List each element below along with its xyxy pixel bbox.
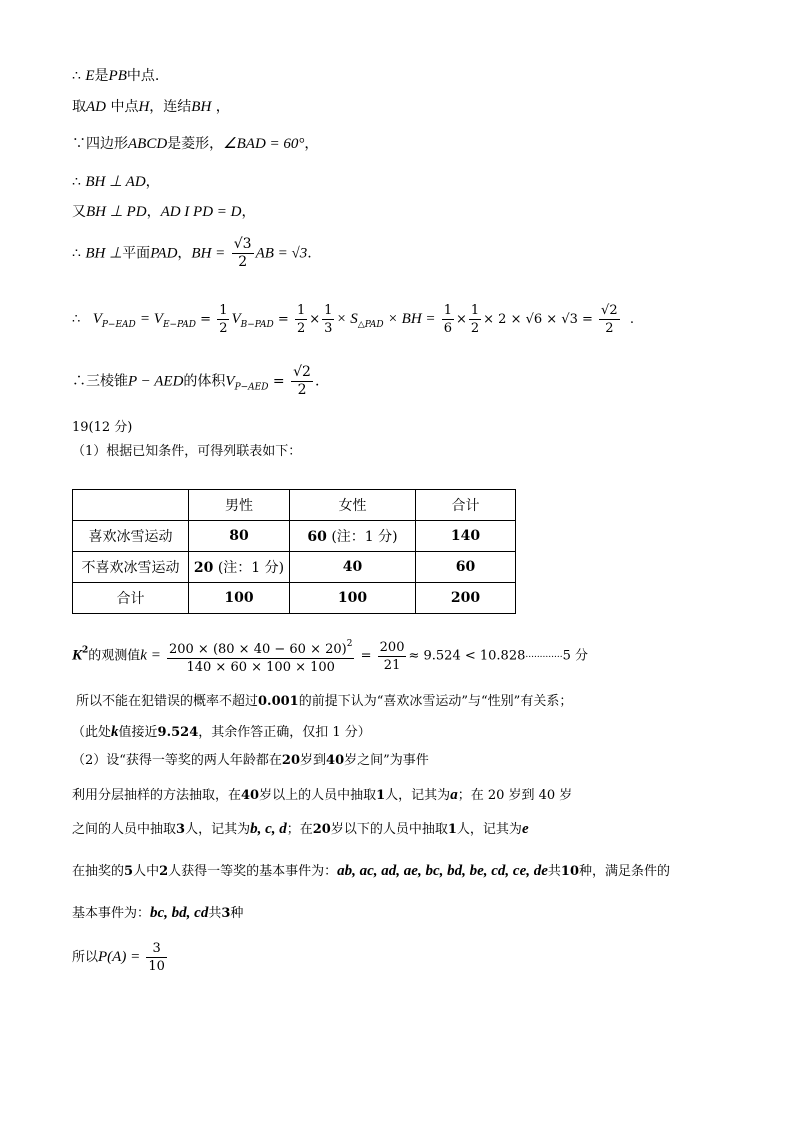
table-cell: 80 xyxy=(189,521,290,552)
table-header-row xyxy=(73,490,516,521)
table-cell: 100 xyxy=(189,583,290,614)
line-take-midpoint-h: 取AD 中点H，连结BH ， xyxy=(72,99,230,115)
segment-pb: PB xyxy=(108,68,127,84)
fraction-200-21: $\frac{200}{21}$ xyxy=(379,639,405,673)
fraction-volume: $\frac{√2}{2}$ xyxy=(293,364,311,398)
fraction-1-2-b: $\frac{1}{2}$ xyxy=(296,303,306,336)
row-label: 喜欢冰雪运动 xyxy=(73,521,189,552)
fraction-sqrt2-2: $\frac{√2}{2}$ xyxy=(601,303,618,336)
table-cell: 60 xyxy=(416,552,516,583)
sampling-line-1: 利用分层抽样的方法抽取，在40岁以上的人员中抽取1人，记其为a；在 20 岁到 40 岁 xyxy=(72,787,573,803)
favorable-events-line: 基本事件为：bc, bd, cd共3种 xyxy=(72,905,244,921)
row-label: 合计 xyxy=(73,583,189,614)
line-pyramid-volume: ∴三棱锥P − AED的体积$V_{P-AED}$ = $\frac{√2}{2}$ . xyxy=(72,364,320,398)
fraction-1-6: $\frac{1}{6}$ xyxy=(443,303,452,336)
sampling-line-2: 之间的人员中抽取3人，记其为b, c, d；在20岁以下的人员中抽取1人，记其为e xyxy=(72,821,529,837)
table-row xyxy=(73,552,516,583)
fraction-3-10: $\frac{3}{10}$ xyxy=(148,941,165,974)
conclusion-line: 所以不能在犯错误的概率不超过0.001的前提下认为“喜欢冰雪运动”与“性别”有关系； xyxy=(76,694,573,709)
k-squared-formula: $K^2$的观测值k = $\frac{200 \times (80 \times 40 - 60 \times 20)^2}{140 \times 60 \times 100 \times 100}$ = $\frac{200}{21}$ ≈ 9.524 < 10.828·············5 分 xyxy=(72,636,588,676)
line-rhombus: ∵四边形ABCD是菱形，∠BAD = 60°， xyxy=(72,136,319,152)
row-label: 不喜欢冰雪运动 xyxy=(73,552,189,583)
contingency-table xyxy=(72,489,516,614)
line-bh-perp-pd: 又BH ⊥ PD，AD I PD = D， xyxy=(72,204,256,220)
probability-result: 所以P(A) = $\frac{3}{10}$ xyxy=(72,941,165,974)
table-row xyxy=(73,521,516,552)
fraction-1-2: $\frac{1}{2}$ xyxy=(219,303,228,336)
table-cell: 140 xyxy=(416,521,516,552)
part-1-intro: （1）根据已知条件，可得列联表如下： xyxy=(72,444,302,459)
part-2-event: （2）设“获得一等奖的两人年龄都在20岁到40岁之间”为事件 xyxy=(72,753,429,768)
line-volume-chain: ∴ $V_{P-EAD} = V_{E-PAD}$ = $\frac{1}{2}$ $V_{B-PAD}$ = $\frac{1}{2}$ × $\frac{1}{3}$ × $S_{\triangle PAD}$ × BH = $\frac{1}{6}$ × $\frac{1}{2}$ × 2 × √6 × √3 = $\frac{√2}{2}$ . xyxy=(72,303,635,336)
table-cell: 100 xyxy=(290,583,416,614)
table-header-cell xyxy=(73,490,189,521)
basic-events-line: 在抽奖的5人中2人获得一等奖的基本事件为：ab, ac, ad, ae, bc, bd, be, cd, ce, de共10种，满足条件的 xyxy=(72,863,671,879)
table-cell: 40 xyxy=(290,552,416,583)
table-cell: 60 (注：1 分) xyxy=(290,521,416,552)
table-row xyxy=(73,583,516,614)
table-cell: 200 xyxy=(416,583,516,614)
point-e: E xyxy=(85,68,95,84)
table-header-cell: 男性 xyxy=(189,490,290,521)
fraction-1-2-c: $\frac{1}{2}$ xyxy=(470,303,480,336)
fraction-1-3: $\frac{1}{3}$ xyxy=(324,303,333,336)
table-header-cell: 合计 xyxy=(416,490,516,521)
line-e-midpoint: ∴ E是PB中点. xyxy=(72,68,160,84)
table-cell: 20 (注：1 分) xyxy=(189,552,290,583)
k-fraction: $\frac{200 \times (80 \times 40 - 60 \times 20)^2}{140 \times 60 \times 100 \times 100}$ xyxy=(167,636,355,676)
table-header-cell: 女性 xyxy=(290,490,416,521)
line-bh-perp-ad: ∴ BH ⊥ AD， xyxy=(72,174,160,190)
fraction-sqrt3-over-2: $\frac{√3}{2}$ xyxy=(233,236,252,270)
question-number: 19(12 分) xyxy=(72,420,133,435)
grading-note: （此处k值接近9.524，其余作答正确，仅扣 1 分） xyxy=(72,724,371,740)
line-bh-plane: ∴ BH ⊥平面PAD，BH = $\frac{√3}{2}$ AB = √3. xyxy=(72,236,312,270)
